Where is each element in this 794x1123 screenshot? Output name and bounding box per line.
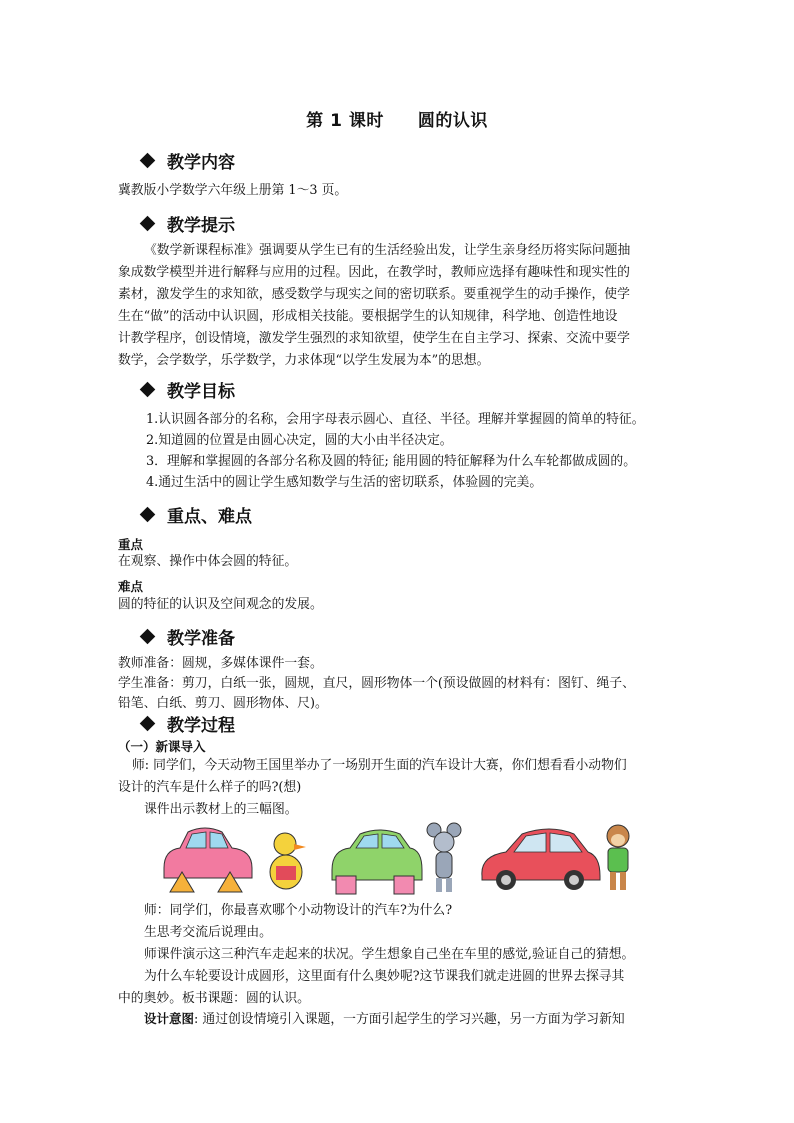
design-intent	[118, 1008, 688, 1031]
section-heading-goals: 教学目标	[142, 377, 235, 402]
diamond-bullet-icon	[140, 629, 156, 645]
section-heading-hint: 教学提示	[142, 211, 235, 236]
pink-car-image	[164, 828, 252, 892]
goal-item: 2.知道圆的位置是由圆心决定，圆的大小由半径决定。	[146, 433, 453, 448]
difficulty-label: 难点	[118, 579, 144, 594]
section-heading-process: 教学过程	[142, 711, 235, 736]
section-heading-key: 重点、难点	[142, 502, 252, 527]
diamond-bullet-icon	[140, 382, 156, 398]
lesson-topic: 圆的认识	[417, 111, 488, 131]
key-label: 重点	[118, 537, 144, 552]
goal-item: 3．理解和掌握圆的各部分名称及圆的特征; 能用圆的特征解释为什么车轮都做成圆的。	[146, 454, 637, 469]
section-heading-prep: 教学准备	[142, 624, 235, 649]
diamond-bullet-icon	[140, 216, 156, 232]
prep-paragraph: 教师准备：圆规，多媒体课件一套。 学生准备：剪刀，白纸一张，圆规，直尺，圆形物体一个(预设做圆的材料有：图钉、绳子、 铅笔、白纸、剪刀、圆形物体、尺)。	[118, 656, 635, 711]
monkey-image	[607, 825, 629, 890]
hint-paragraph: 《数学新课程标准》强调要从学生已有的生活经验出发，让学生亲身经历将实际问题抽 象成数学模型并进行解释与应用的过程。因此，在教学时，教师应选择有趣味性和现实性的 素材，激发学生的求知欲，感受数学与现实之间的密切联系。要重视学生的动手操作，使学 生在“做”的活动中认识圆，形成相关技能。要根据学生的认知规律，科学地、创造性地设 计教学程序，创设情境，激发学生强烈的求知欲望，使学生在自主学习、探索、交流中要学 数学，会学数学，乐学数学，力求体现“以学生发展为本”的思想。	[118, 243, 631, 368]
diamond-bullet-icon	[140, 507, 156, 523]
difficulty-text: 圆的特征的认识及空间观念的发展。	[118, 597, 323, 612]
section-heading-content: 教学内容	[142, 148, 235, 173]
green-car-image	[332, 830, 422, 894]
goal-item: 4.通过生活中的圆让学生感知数学与生活的密切联系，体验圆的完美。	[146, 475, 543, 490]
duck-image	[270, 833, 306, 889]
red-car-image	[482, 829, 600, 890]
subsection-intro: （一）新课导入	[118, 739, 206, 754]
content-text: 冀教版小学数学六年级上册第 1～3 页。	[118, 183, 348, 198]
design-intent-text: : 通过创设情境引入课题，一方面引起学生的学习兴趣，另一方面为学习新知	[194, 1012, 625, 1027]
design-intent-label: 设计意图	[144, 1011, 195, 1026]
mouse-image	[427, 823, 461, 892]
intro-paragraph: 师: 同学们，今天动物王国里举办了一场别开生面的汽车设计大赛，你们想看看小动物们 设计的汽车是什么样子的吗?(想) 课件出示教材上的三幅图。	[118, 758, 627, 817]
diamond-bullet-icon	[140, 153, 156, 169]
cars-illustration	[160, 820, 640, 898]
page-title	[0, 106, 794, 131]
goal-item: 1.认识圆各部分的名称，会用字母表示圆心、直径、半径。理解并掌握圆的简单的特征。	[146, 412, 645, 427]
process-paragraph: 师：同学们，你最喜欢哪个小动物设计的汽车?为什么? 生思考交流后说理由。 师课件演示这三种汽车走起来的状况。学生想象自己坐在车里的感觉,验证自己的猜想。 为什么车轮要设计成圆形，这里面有什么奥妙呢?这节课我们就走进圆的世界去探寻其 中的奥妙。板书课题：圆的认识。	[118, 903, 635, 1006]
key-text: 在观察、操作中体会圆的特征。	[118, 554, 298, 569]
lesson-number: 第 1 课时	[306, 111, 384, 131]
diamond-bullet-icon	[140, 716, 156, 732]
